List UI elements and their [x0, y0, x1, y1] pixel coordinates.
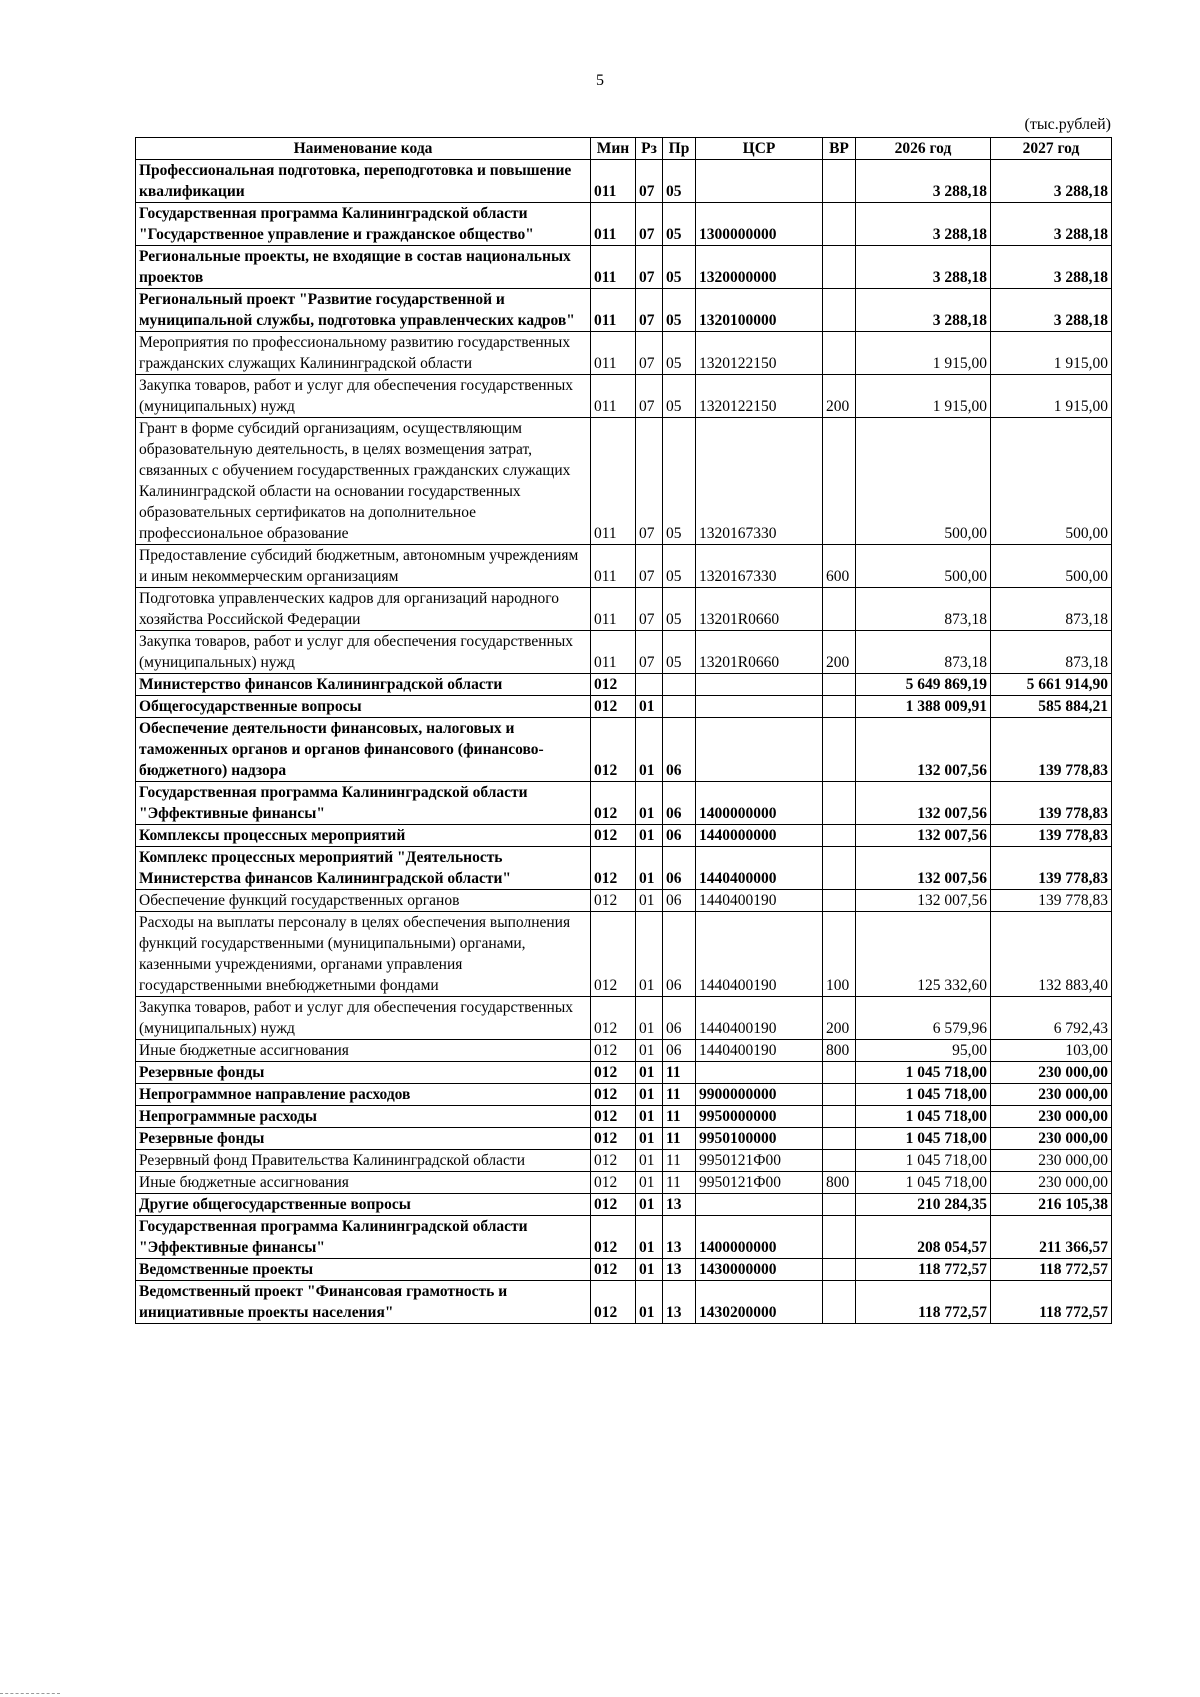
cell-y2027: 211 366,57: [991, 1216, 1112, 1259]
cell-pr: 11: [663, 1150, 696, 1172]
table-row: [136, 203, 1112, 246]
cell-pr: 13: [663, 1216, 696, 1259]
table-row: [136, 1172, 1112, 1194]
cell-min: 012: [591, 997, 636, 1040]
cell-y2026: 1 388 009,91: [856, 696, 991, 718]
cell-y2026: 132 007,56: [856, 718, 991, 782]
cell-name: Государственная программа Калининградской области "Государственное управление и гражданское общество": [136, 203, 591, 246]
cell-rz: 01: [636, 912, 663, 997]
cell-csr: 1300000000: [696, 203, 823, 246]
cell-vr: 200: [823, 631, 856, 674]
cell-rz: 07: [636, 375, 663, 418]
cell-pr: 05: [663, 588, 696, 631]
cell-pr: 05: [663, 375, 696, 418]
cell-y2027: 216 105,38: [991, 1194, 1112, 1216]
cell-pr: [663, 696, 696, 718]
cell-rz: 01: [636, 1106, 663, 1128]
table-row: [136, 246, 1112, 289]
cell-vr: [823, 203, 856, 246]
cell-vr: [823, 782, 856, 825]
cell-vr: [823, 825, 856, 847]
cell-vr: [823, 1216, 856, 1259]
cell-rz: 01: [636, 1084, 663, 1106]
cell-csr: 1320100000: [696, 289, 823, 332]
cell-y2027: 3 288,18: [991, 246, 1112, 289]
cell-y2026: 1 045 718,00: [856, 1106, 991, 1128]
cell-rz: 01: [636, 1128, 663, 1150]
header-vr: ВР: [823, 138, 856, 160]
table-row: [136, 1062, 1112, 1084]
cell-rz: 01: [636, 1040, 663, 1062]
cell-vr: [823, 718, 856, 782]
cell-csr: 9950100000: [696, 1128, 823, 1150]
cell-y2026: 125 332,60: [856, 912, 991, 997]
table-row: [136, 890, 1112, 912]
cell-csr: 1400000000: [696, 1216, 823, 1259]
cell-name: Обеспечение функций государственных органов: [136, 890, 591, 912]
cell-y2027: 118 772,57: [991, 1281, 1112, 1324]
cell-csr: 1430000000: [696, 1259, 823, 1281]
cell-min: 012: [591, 912, 636, 997]
cell-min: 012: [591, 847, 636, 890]
cell-y2027: 500,00: [991, 545, 1112, 588]
cell-y2026: 132 007,56: [856, 890, 991, 912]
cell-name: Обеспечение деятельности финансовых, налоговых и таможенных органов и органов финансового (финансово-бюджетного) надзора: [136, 718, 591, 782]
cell-y2027: 132 883,40: [991, 912, 1112, 997]
cell-name: Региональные проекты, не входящие в состав национальных проектов: [136, 246, 591, 289]
cell-pr: 05: [663, 545, 696, 588]
budget-table: [135, 137, 1112, 1324]
cell-name: Комплекс процессных мероприятий "Деятельность Министерства финансов Калининградской области": [136, 847, 591, 890]
cell-y2026: 118 772,57: [856, 1281, 991, 1324]
table-row: [136, 782, 1112, 825]
units-label: (тыс.рублей): [1024, 116, 1111, 133]
table-row: [136, 1259, 1112, 1281]
cell-vr: 600: [823, 545, 856, 588]
cell-csr: 1320167330: [696, 418, 823, 545]
table-row: [136, 375, 1112, 418]
cell-name: Иные бюджетные ассигнования: [136, 1172, 591, 1194]
cell-min: 012: [591, 1062, 636, 1084]
cell-csr: 1320122150: [696, 375, 823, 418]
cell-y2026: 3 288,18: [856, 203, 991, 246]
table-row: [136, 718, 1112, 782]
cell-rz: 01: [636, 1172, 663, 1194]
cell-min: 012: [591, 1259, 636, 1281]
cell-name: Министерство финансов Калининградской области: [136, 674, 591, 696]
cell-y2027: 103,00: [991, 1040, 1112, 1062]
cell-pr: 06: [663, 890, 696, 912]
cell-y2026: 1 045 718,00: [856, 1150, 991, 1172]
cell-name: Закупка товаров, работ и услуг для обеспечения государственных (муниципальных) нужд: [136, 631, 591, 674]
table-row: [136, 631, 1112, 674]
cell-rz: 07: [636, 332, 663, 375]
cell-min: 012: [591, 1172, 636, 1194]
cell-name: Грант в форме субсидий организациям, осуществляющим образовательную деятельность, в целях возмещения затрат, связанных с обучением государственных гражданских служащих Калининградской области на основании государственных образовательных сертификатов на дополнительное профессиональное образование: [136, 418, 591, 545]
cell-y2027: 139 778,83: [991, 847, 1112, 890]
cell-rz: 07: [636, 545, 663, 588]
cell-vr: [823, 160, 856, 203]
cell-pr: 06: [663, 912, 696, 997]
cell-y2026: 500,00: [856, 418, 991, 545]
cell-csr: [696, 160, 823, 203]
cell-rz: 01: [636, 782, 663, 825]
cell-vr: [823, 1281, 856, 1324]
cell-vr: [823, 1259, 856, 1281]
cell-csr: 1440400190: [696, 912, 823, 997]
cell-y2026: 873,18: [856, 631, 991, 674]
cell-rz: 01: [636, 1259, 663, 1281]
cell-y2026: 500,00: [856, 545, 991, 588]
cell-vr: 200: [823, 997, 856, 1040]
cell-y2026: 118 772,57: [856, 1259, 991, 1281]
cell-min: 011: [591, 246, 636, 289]
cell-y2027: 230 000,00: [991, 1084, 1112, 1106]
cell-rz: 07: [636, 631, 663, 674]
cell-rz: 01: [636, 997, 663, 1040]
cell-pr: 05: [663, 332, 696, 375]
cell-name: Государственная программа Калининградской области "Эффективные финансы": [136, 1216, 591, 1259]
cell-csr: 13201R0660: [696, 631, 823, 674]
cell-min: 012: [591, 696, 636, 718]
cell-min: 012: [591, 782, 636, 825]
cell-pr: 05: [663, 246, 696, 289]
cell-name: Ведомственные проекты: [136, 1259, 591, 1281]
cell-vr: [823, 289, 856, 332]
cell-pr: [663, 674, 696, 696]
cell-min: 012: [591, 890, 636, 912]
cell-csr: 1400000000: [696, 782, 823, 825]
cell-csr: 9950000000: [696, 1106, 823, 1128]
cell-csr: 1430200000: [696, 1281, 823, 1324]
cell-y2026: 132 007,56: [856, 825, 991, 847]
table-row: [136, 1040, 1112, 1062]
cell-pr: 13: [663, 1259, 696, 1281]
cell-name: Региональный проект "Развитие государственной и муниципальной службы, подготовка управленческих кадров": [136, 289, 591, 332]
cell-pr: 11: [663, 1062, 696, 1084]
cell-y2026: 6 579,96: [856, 997, 991, 1040]
cell-y2027: 139 778,83: [991, 782, 1112, 825]
cell-y2026: 1 045 718,00: [856, 1172, 991, 1194]
cell-rz: 01: [636, 1216, 663, 1259]
cell-vr: [823, 588, 856, 631]
cell-min: 011: [591, 418, 636, 545]
cell-y2027: 6 792,43: [991, 997, 1112, 1040]
cell-rz: 01: [636, 1150, 663, 1172]
cell-y2027: 3 288,18: [991, 160, 1112, 203]
cell-rz: 01: [636, 1281, 663, 1324]
cell-csr: 9950121Ф00: [696, 1150, 823, 1172]
cell-min: 012: [591, 1216, 636, 1259]
cell-pr: 05: [663, 160, 696, 203]
cell-vr: [823, 674, 856, 696]
cell-rz: 07: [636, 289, 663, 332]
cell-pr: 11: [663, 1172, 696, 1194]
cell-y2027: 139 778,83: [991, 825, 1112, 847]
header-min: Мин: [591, 138, 636, 160]
cell-y2027: 139 778,83: [991, 890, 1112, 912]
cell-y2027: 1 915,00: [991, 332, 1112, 375]
cell-y2027: 873,18: [991, 631, 1112, 674]
cell-pr: 11: [663, 1084, 696, 1106]
cell-vr: [823, 1150, 856, 1172]
cell-min: 012: [591, 1084, 636, 1106]
cell-rz: 07: [636, 160, 663, 203]
cell-name: Комплексы процессных мероприятий: [136, 825, 591, 847]
cell-min: 012: [591, 1040, 636, 1062]
header-rz: Рз: [636, 138, 663, 160]
cell-rz: 07: [636, 246, 663, 289]
cell-name: Резервные фонды: [136, 1062, 591, 1084]
cell-pr: 06: [663, 847, 696, 890]
cell-vr: 200: [823, 375, 856, 418]
cell-vr: [823, 418, 856, 545]
cell-y2026: 1 045 718,00: [856, 1084, 991, 1106]
cell-csr: 1320122150: [696, 332, 823, 375]
cell-rz: 01: [636, 847, 663, 890]
cell-pr: 06: [663, 825, 696, 847]
cell-csr: 1440400190: [696, 890, 823, 912]
table-row: [136, 588, 1112, 631]
cell-name: Закупка товаров, работ и услуг для обеспечения государственных (муниципальных) нужд: [136, 997, 591, 1040]
cell-min: 012: [591, 674, 636, 696]
cell-y2027: 873,18: [991, 588, 1112, 631]
cell-y2026: 3 288,18: [856, 246, 991, 289]
cell-pr: 05: [663, 418, 696, 545]
cell-rz: 07: [636, 203, 663, 246]
table-row: [136, 997, 1112, 1040]
cell-pr: 11: [663, 1128, 696, 1150]
cell-min: 011: [591, 375, 636, 418]
cell-csr: [696, 674, 823, 696]
cell-y2027: 3 288,18: [991, 203, 1112, 246]
cell-vr: [823, 1194, 856, 1216]
cell-csr: [696, 1062, 823, 1084]
cell-pr: 05: [663, 203, 696, 246]
table-row: [136, 825, 1112, 847]
cell-name: Предоставление субсидий бюджетным, автономным учреждениям и иным некоммерческим организациям: [136, 545, 591, 588]
cell-name: Непрограммные расходы: [136, 1106, 591, 1128]
cell-pr: 11: [663, 1106, 696, 1128]
table-row: [136, 1128, 1112, 1150]
cell-csr: 1320000000: [696, 246, 823, 289]
cell-vr: 800: [823, 1172, 856, 1194]
cell-y2026: 208 054,57: [856, 1216, 991, 1259]
cell-min: 012: [591, 1194, 636, 1216]
cell-csr: 9900000000: [696, 1084, 823, 1106]
cell-name: Расходы на выплаты персоналу в целях обеспечения выполнения функций государственными (муниципальными) органами, казенными учреждениями, органами управления государственными внебюджетными фондами: [136, 912, 591, 997]
table-row: [136, 160, 1112, 203]
cell-vr: 100: [823, 912, 856, 997]
cell-vr: [823, 847, 856, 890]
cell-y2026: 132 007,56: [856, 782, 991, 825]
cell-name: Резервные фонды: [136, 1128, 591, 1150]
table-row: [136, 332, 1112, 375]
cell-rz: 01: [636, 718, 663, 782]
cell-csr: 9950121Ф00: [696, 1172, 823, 1194]
cell-min: 011: [591, 203, 636, 246]
cell-vr: [823, 246, 856, 289]
cell-csr: 1440400190: [696, 997, 823, 1040]
cell-csr: [696, 1194, 823, 1216]
cell-rz: 01: [636, 890, 663, 912]
cell-vr: [823, 1084, 856, 1106]
cell-y2027: 230 000,00: [991, 1150, 1112, 1172]
cell-rz: 07: [636, 588, 663, 631]
page-number: 5: [596, 72, 604, 89]
cell-csr: 13201R0660: [696, 588, 823, 631]
cell-y2027: 5 661 914,90: [991, 674, 1112, 696]
table-row: [136, 847, 1112, 890]
table-row: [136, 289, 1112, 332]
cell-min: 011: [591, 631, 636, 674]
cell-y2026: 5 649 869,19: [856, 674, 991, 696]
cell-y2027: 230 000,00: [991, 1128, 1112, 1150]
cell-y2027: 118 772,57: [991, 1259, 1112, 1281]
table-row: [136, 1084, 1112, 1106]
table-row: [136, 696, 1112, 718]
cell-min: 011: [591, 545, 636, 588]
cell-rz: 01: [636, 825, 663, 847]
cell-name: Резервный фонд Правительства Калининградской области: [136, 1150, 591, 1172]
cell-y2027: 585 884,21: [991, 696, 1112, 718]
cell-rz: 07: [636, 418, 663, 545]
cell-csr: 1440400000: [696, 847, 823, 890]
table-row: [136, 1281, 1112, 1324]
cell-name: Государственная программа Калининградской области "Эффективные финансы": [136, 782, 591, 825]
cell-name: Общегосударственные вопросы: [136, 696, 591, 718]
table-body: [136, 160, 1112, 1324]
cell-name: Другие общегосударственные вопросы: [136, 1194, 591, 1216]
cell-name: Иные бюджетные ассигнования: [136, 1040, 591, 1062]
cell-y2026: 1 915,00: [856, 332, 991, 375]
cell-pr: 13: [663, 1194, 696, 1216]
cell-pr: 13: [663, 1281, 696, 1324]
cell-pr: 06: [663, 997, 696, 1040]
table-row: [136, 545, 1112, 588]
cell-vr: 800: [823, 1040, 856, 1062]
table-row: [136, 912, 1112, 997]
table-row: [136, 1194, 1112, 1216]
cell-y2027: 230 000,00: [991, 1106, 1112, 1128]
cell-min: 011: [591, 160, 636, 203]
header-csr: ЦСР: [696, 138, 823, 160]
cell-name: Непрограммное направление расходов: [136, 1084, 591, 1106]
cell-y2026: 1 045 718,00: [856, 1062, 991, 1084]
cell-y2027: 1 915,00: [991, 375, 1112, 418]
cell-y2027: 230 000,00: [991, 1062, 1112, 1084]
cell-csr: [696, 718, 823, 782]
cell-vr: [823, 332, 856, 375]
cell-pr: 05: [663, 631, 696, 674]
cell-min: 012: [591, 1106, 636, 1128]
cell-min: 012: [591, 825, 636, 847]
cell-y2027: 230 000,00: [991, 1172, 1112, 1194]
cell-rz: 01: [636, 1062, 663, 1084]
table-row: [136, 674, 1112, 696]
cell-vr: [823, 890, 856, 912]
cell-vr: [823, 1062, 856, 1084]
cell-csr: 1440400190: [696, 1040, 823, 1062]
cell-y2026: 1 915,00: [856, 375, 991, 418]
cell-rz: [636, 674, 663, 696]
table-row: [136, 418, 1112, 545]
cell-y2026: 210 284,35: [856, 1194, 991, 1216]
cell-min: 012: [591, 1281, 636, 1324]
cell-y2026: 3 288,18: [856, 289, 991, 332]
cell-min: 012: [591, 1128, 636, 1150]
cell-name: Мероприятия по профессиональному развитию государственных гражданских служащих Калининградской области: [136, 332, 591, 375]
cell-pr: 05: [663, 289, 696, 332]
cell-y2027: 3 288,18: [991, 289, 1112, 332]
cell-y2026: 132 007,56: [856, 847, 991, 890]
cell-y2026: 3 288,18: [856, 160, 991, 203]
cell-name: Ведомственный проект "Финансовая грамотность и инициативные проекты населения": [136, 1281, 591, 1324]
cell-vr: [823, 696, 856, 718]
header-2027: 2027 год: [991, 138, 1112, 160]
cell-y2026: 95,00: [856, 1040, 991, 1062]
cell-min: 011: [591, 289, 636, 332]
table-row: [136, 1216, 1112, 1259]
cell-name: Подготовка управленческих кадров для организаций народного хозяйства Российской Федерации: [136, 588, 591, 631]
cell-csr: [696, 696, 823, 718]
cell-min: 011: [591, 588, 636, 631]
cell-vr: [823, 1106, 856, 1128]
cell-min: 012: [591, 718, 636, 782]
cell-name: Профессиональная подготовка, переподготовка и повышение квалификации: [136, 160, 591, 203]
cell-y2026: 873,18: [856, 588, 991, 631]
footer-mark: [0, 1693, 60, 1697]
cell-min: 011: [591, 332, 636, 375]
cell-pr: 06: [663, 1040, 696, 1062]
header-name: Наименование кода: [136, 138, 591, 160]
cell-rz: 01: [636, 696, 663, 718]
header-2026: 2026 год: [856, 138, 991, 160]
header-row: [136, 138, 1112, 160]
table-row: [136, 1106, 1112, 1128]
cell-vr: [823, 1128, 856, 1150]
cell-pr: 06: [663, 782, 696, 825]
table-row: [136, 1150, 1112, 1172]
cell-y2027: 139 778,83: [991, 718, 1112, 782]
cell-y2027: 500,00: [991, 418, 1112, 545]
header-pr: Пр: [663, 138, 696, 160]
cell-name: Закупка товаров, работ и услуг для обеспечения государственных (муниципальных) нужд: [136, 375, 591, 418]
cell-y2026: 1 045 718,00: [856, 1128, 991, 1150]
cell-rz: 01: [636, 1194, 663, 1216]
cell-csr: 1320167330: [696, 545, 823, 588]
cell-min: 012: [591, 1150, 636, 1172]
cell-csr: 1440000000: [696, 825, 823, 847]
cell-pr: 06: [663, 718, 696, 782]
